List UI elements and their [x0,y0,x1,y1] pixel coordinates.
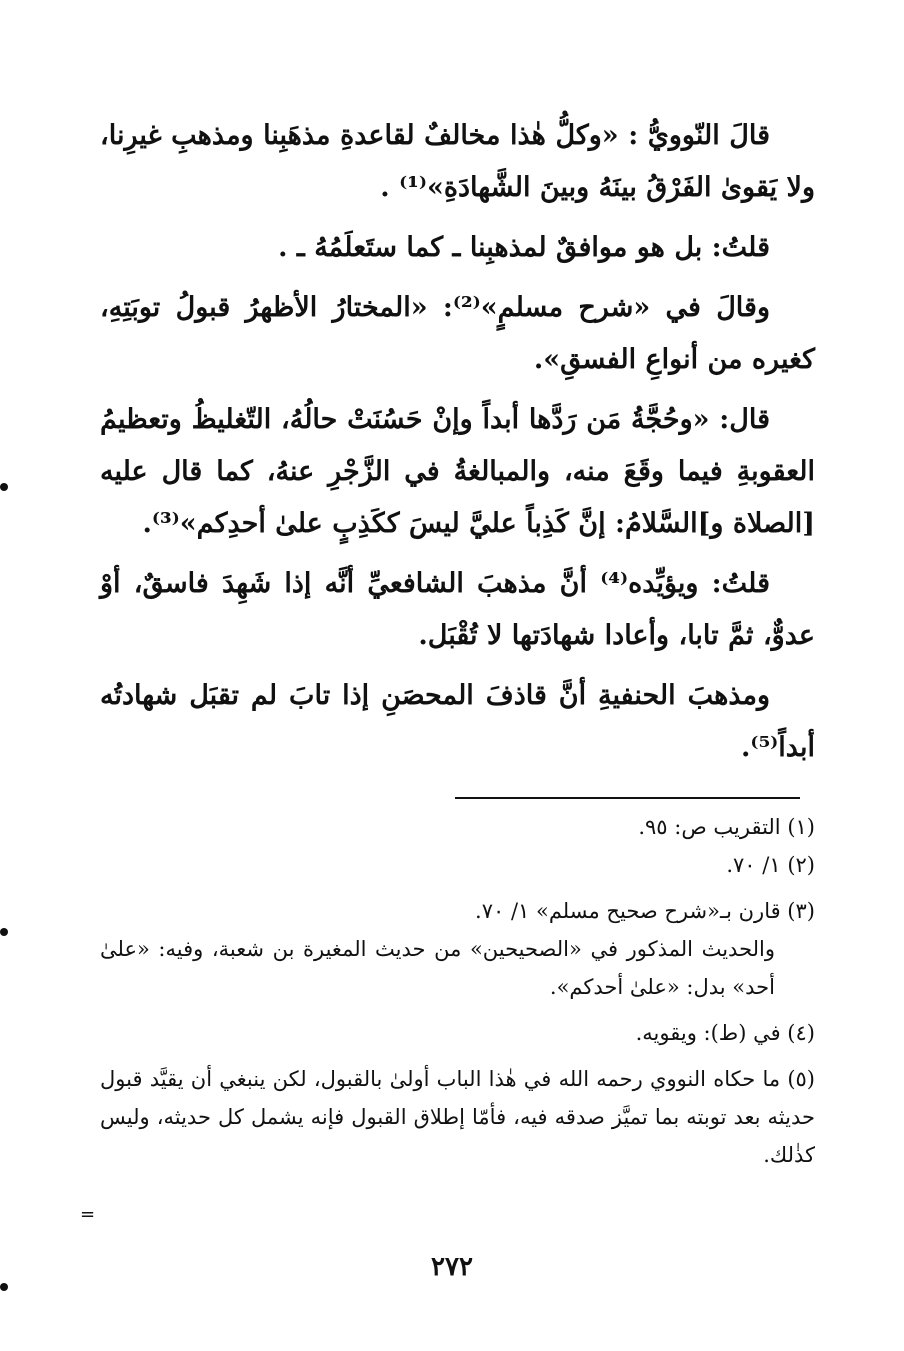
paragraph-hanafi: ومذهبَ الحنفيةِ أنَّ قاذفَ المحصَنِ إذا تابَ لم تقبَل شهادتُه أبداً⁽⁵⁾. [100,680,815,763]
footnote-2: (٢) ١/ ٧٠. [726,853,815,877]
footnote-3: (٣) قارن بـ«شرح صحيح مسلم» ١/ ٧٠. [475,899,815,923]
footnote-4: (٤) في (ط): ويقويه. [635,1021,815,1045]
margin-dot-2 [0,928,8,936]
footnotes [100,808,815,1174]
paragraph-qultu-2: قلتُ: ويؤيِّده⁽⁴⁾ أنَّ مذهبَ الشافعيِّ أنَّه إذا شَهِدَ فاسقٌ، أوْ عدوٌّ، ثمَّ تابا، وأعادا شهادَتها لا تُقْبَل. [100,568,815,651]
margin-dot-3 [0,1283,8,1291]
paragraph-hujja: قال: «وحُجَّةُ مَن رَدَّها أبداً وإنْ حَسُنَتْ حالُهُ، التّغليظُ وتعظيمُ العقوبةِ فيما وقَعَ منه، والمبالغةُ في الزَّجْرِ عنهُ، كما قال عليه [الصلاة و]السَّلامُ: إنَّ كَذِباً عليَّ ليسَ ككَذِبٍ علىٰ أحدِكم»⁽³⁾. [100,404,815,539]
margin-equals-mark: = [80,1204,96,1225]
margin-dot-1 [0,483,8,491]
paragraph-nawawi-quote: قالَ النّوويُّ : «وكلُّ هٰذا مخالفٌ لقاعدةِ مذهَبِنا ومذهبِ غيرِنا، ولا يَقوىٰ الفَرْقُ بينَهُ وبينَ الشَّهادَةِ»⁽¹⁾ . [100,120,815,203]
paragraph-sharh-muslim: وقالَ في «شرح مسلمٍ»⁽²⁾: «المختارُ الأظهرُ قبولُ توبَتِهِ، كغيره من أنواعِ الفسقِ». [100,292,815,375]
paragraph-qultu-1: قلتُ: بل هو موافقٌ لمذهبِنا ـ كما ستَعلَمُهُ ـ . [278,232,770,263]
footnote-1: (١) التقريب ص: ٩٥. [638,815,815,839]
footnote-separator [455,797,800,799]
footnote-3-continuation: والحديث المذكور في «الصحيحين» من حديث المغيرة بن شعبة، وفيه: «علىٰ أحد» بدل: «علىٰ أحدكم». [100,937,775,999]
page-number: ٢٧٢ [431,1252,473,1282]
main-text [100,110,815,782]
footnote-5: (٥) ما حكاه النووي رحمه الله في هٰذا الباب أولىٰ بالقبول، لكن ينبغي أن يقيَّد قبول حديثه بعد توبته بما تميَّز صدقه فيه، فأمّا إطلاق القبول فإنه يشمل كل حديثه، وليس كذٰلك. [100,1067,815,1167]
